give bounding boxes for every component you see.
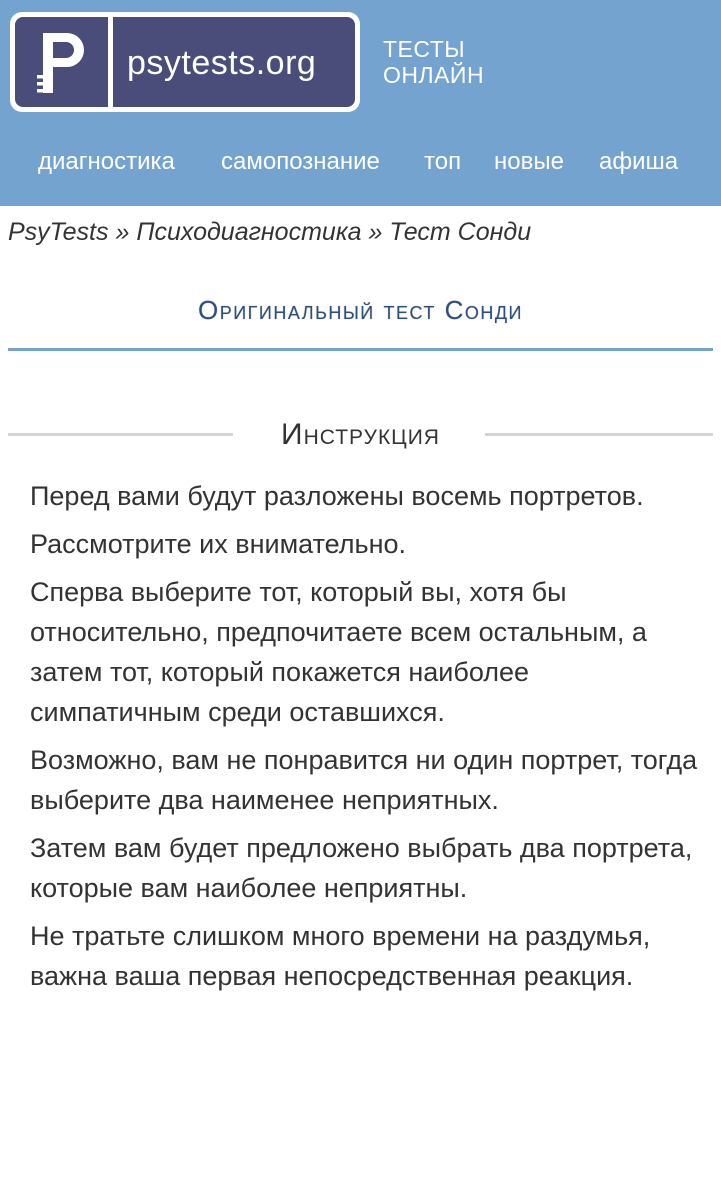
breadcrumb-separator: » xyxy=(368,218,383,246)
instruction-paragraph: Затем вам будет предложено выбрать два портрета, которые вам наиболее неприятны. xyxy=(30,833,693,903)
breadcrumb-item-home[interactable]: PsyTests xyxy=(8,218,109,246)
nav-item-self-knowledge[interactable]: самопознание xyxy=(221,148,380,175)
instruction-paragraph: Перед вами будут разложены восемь портретов. xyxy=(30,481,644,511)
instruction-paragraph: Сперва выберите тот, который вы, хотя бы относительно, предпочитаете всем остальным, а затем тот, который покажется наиболее симпатичным среди оставшихся. xyxy=(30,577,647,727)
tagline-line-2: ОНЛАЙН xyxy=(383,62,485,88)
tagline-line-1: ТЕСТЫ xyxy=(383,36,466,62)
instruction-paragraph: Возможно, вам не понравится ни один портрет, тогда выберите два наименее неприятных. xyxy=(30,745,698,815)
breadcrumb xyxy=(8,214,531,250)
instruction-paragraph: Не тратьте слишком много времени на раздумья, важна ваша первая непосредственная реакция. xyxy=(30,921,651,991)
page-title: Оригинальный тест Сонди xyxy=(198,295,523,325)
breadcrumb-separator: » xyxy=(115,218,130,246)
nav-item-diagnostics[interactable]: диагностика xyxy=(38,148,175,175)
instruction-paragraph: Рассмотрите их внимательно. xyxy=(30,529,406,559)
site-logo[interactable] xyxy=(10,12,360,112)
logo-key-p-icon xyxy=(37,31,93,95)
nav-item-events[interactable]: афиша xyxy=(599,148,679,175)
nav-item-top[interactable]: топ xyxy=(424,148,462,175)
breadcrumb-item-current: Тест Сонди xyxy=(389,218,532,246)
logo-divider xyxy=(108,17,113,107)
logo-text: psytests.org xyxy=(127,44,317,82)
breadcrumb-item-category[interactable]: Психодиагностика xyxy=(136,218,362,246)
instructions-heading-label: Инструкция xyxy=(281,418,440,451)
site-tagline xyxy=(383,36,484,88)
instructions-heading xyxy=(8,412,713,458)
logo-mark xyxy=(15,17,108,107)
main-nav xyxy=(0,144,721,180)
title-divider xyxy=(8,348,713,351)
nav-item-new[interactable]: новые xyxy=(494,148,564,175)
instructions-body xyxy=(30,476,705,1004)
logo-badge xyxy=(15,17,355,107)
site-header xyxy=(0,0,721,206)
